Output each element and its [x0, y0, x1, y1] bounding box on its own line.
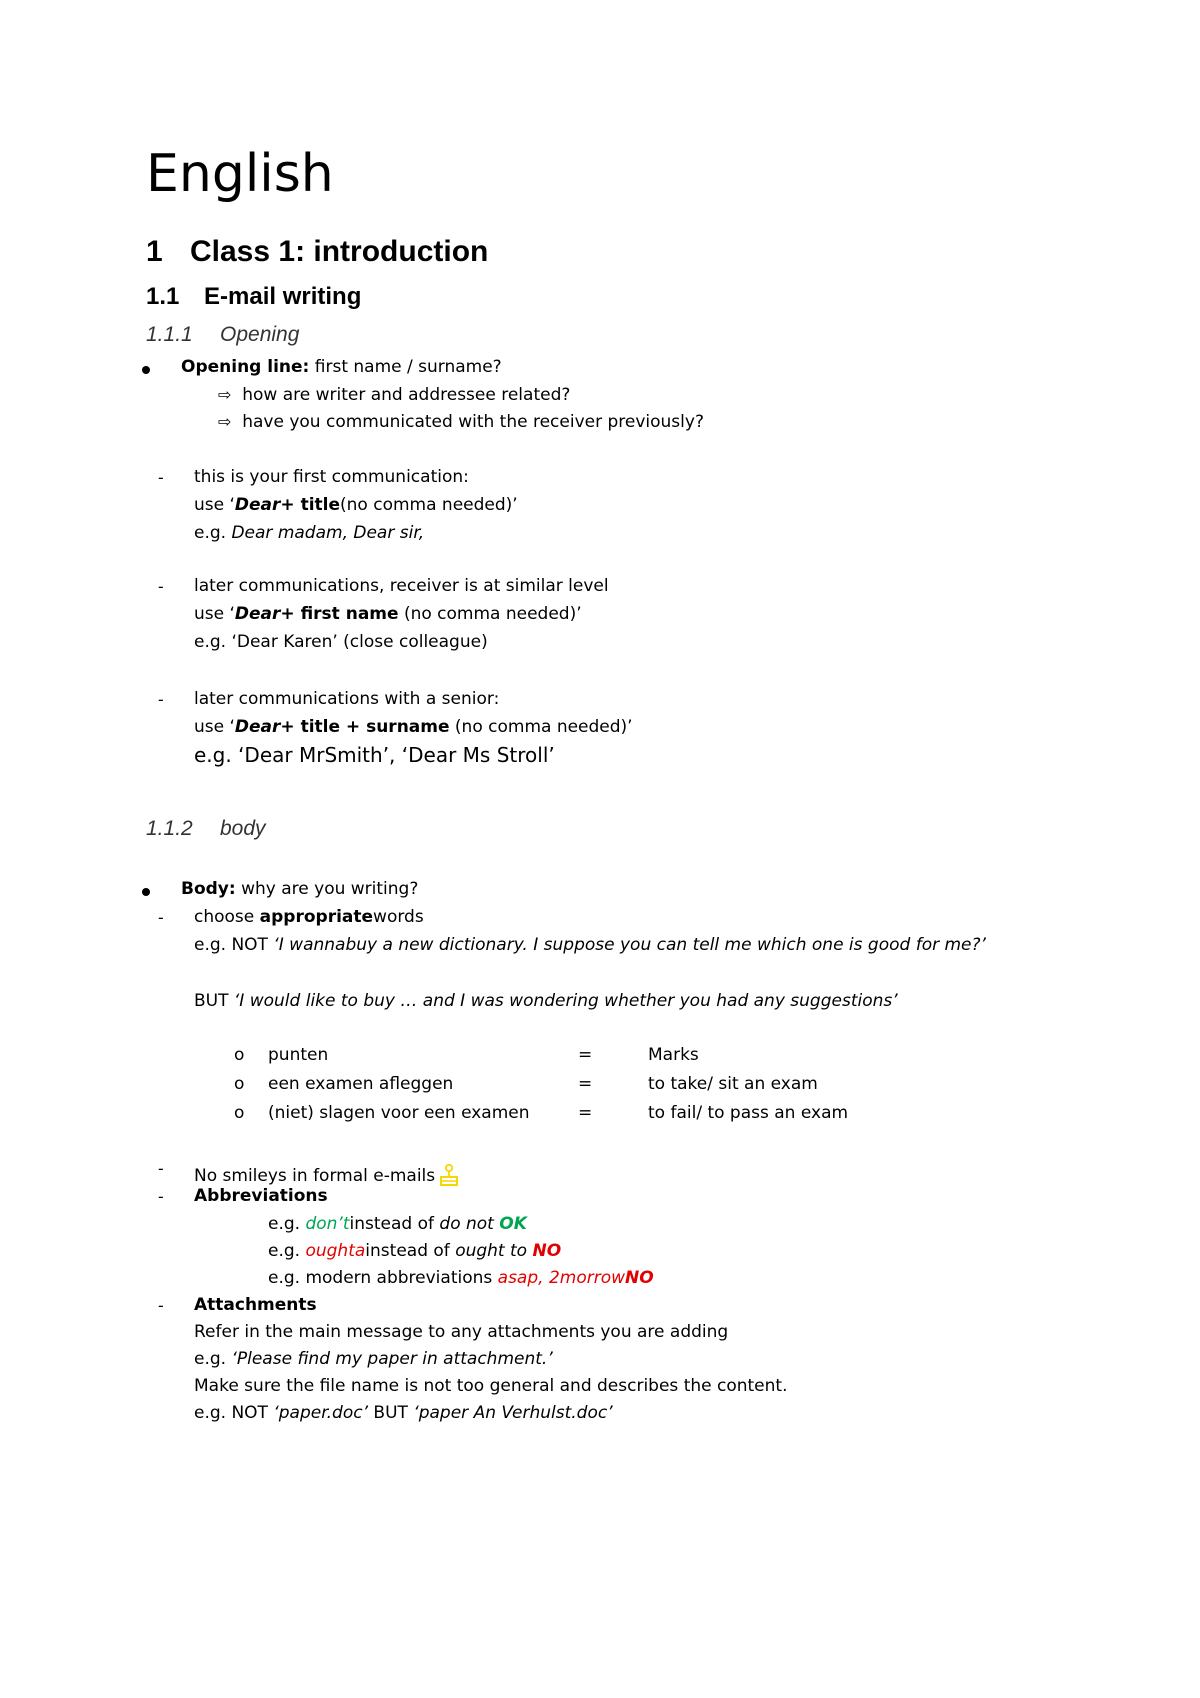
- dash-marker: -: [158, 577, 164, 596]
- vocab-dutch: punten: [268, 1045, 329, 1065]
- heading-1: [146, 234, 488, 270]
- verdict-no: NO: [625, 1268, 654, 1288]
- vocab-english: to take/ sit an exam: [648, 1074, 818, 1094]
- vocab-marker: o: [234, 1103, 245, 1123]
- attachments-line-1: Refer in the main message to any attachments you are adding: [194, 1322, 729, 1342]
- use-first-name: + first name: [280, 604, 399, 624]
- opening-line-label: Opening line:: [181, 357, 310, 377]
- arrow-icon: ⇨: [218, 412, 232, 431]
- abbr-full: ought to: [455, 1241, 533, 1261]
- first-communication-line: this is your first communication:: [194, 467, 469, 487]
- smiley-icon: [439, 1163, 459, 1187]
- eg-not-prefix: e.g. NOT: [194, 1403, 274, 1423]
- use-dear: Dear: [234, 604, 281, 624]
- verdict-ok: OK: [499, 1214, 527, 1234]
- abbr-short: don’t: [305, 1214, 350, 1234]
- attachments-line-4: [194, 1402, 613, 1424]
- vocab-equals: =: [578, 1074, 593, 1094]
- use-dear: Dear: [234, 717, 281, 737]
- heading-1-text: Class 1: introduction: [190, 235, 489, 268]
- vocab-english: Marks: [648, 1045, 699, 1065]
- attachments-line-2: [194, 1348, 553, 1370]
- choose-appropriate: appropriate: [259, 907, 374, 927]
- use-prefix: use ‘: [194, 495, 235, 515]
- bullet-icon: [142, 888, 150, 896]
- abbreviations-title: Abbreviations: [194, 1186, 328, 1206]
- arrow-item-text: how are writer and addressee related?: [242, 385, 571, 405]
- later-communication-line: later communications, receiver is at similar level: [194, 576, 609, 596]
- dash-marker: -: [158, 690, 164, 709]
- senior-communication-use: [194, 716, 633, 738]
- opening-line-item: [181, 356, 502, 378]
- heading-opening-number: 1.1.1: [146, 323, 193, 346]
- use-title: + title: [280, 495, 341, 515]
- opening-line-text: first name / surname?: [309, 357, 502, 377]
- dash-marker: -: [158, 1159, 164, 1178]
- abbr-modern: asap, 2morrow: [497, 1268, 626, 1288]
- abbreviation-example-2: [268, 1240, 561, 1262]
- choose-prefix: choose: [194, 907, 260, 927]
- use-prefix: use ‘: [194, 604, 235, 624]
- but-example: [194, 990, 898, 1012]
- eg-prefix: e.g.: [268, 1241, 306, 1261]
- heading-opening-text: Opening: [220, 323, 300, 346]
- heading-2-number: 1.1: [146, 283, 180, 310]
- body-label: Body:: [181, 879, 236, 899]
- eg-prefix: e.g. modern abbreviations: [268, 1268, 498, 1288]
- use-suffix: (no comma needed)’: [449, 717, 633, 737]
- vocab-equals: =: [578, 1045, 593, 1065]
- arrow-item-text: have you communicated with the receiver previously?: [242, 412, 704, 432]
- no-smileys-line: [194, 1157, 459, 1187]
- heading-2-text: E-mail writing: [204, 283, 362, 310]
- arrow-item: [218, 384, 570, 406]
- good-filename: ‘paper An Verhulst.doc’: [413, 1403, 613, 1423]
- instead-of: instead of: [349, 1214, 440, 1234]
- vocab-dutch: (niet) slagen voor een examen: [268, 1103, 530, 1123]
- abbreviation-example-1: [268, 1213, 527, 1235]
- attachments-title: Attachments: [194, 1295, 317, 1315]
- senior-communication-line: later communications with a senior:: [194, 689, 500, 709]
- use-suffix: (no comma needed)’: [340, 495, 518, 515]
- dash-marker: -: [158, 1187, 164, 1206]
- eg-text: Dear madam, Dear sir,: [231, 523, 425, 543]
- body-text: why are you writing?: [235, 879, 419, 899]
- abbr-full: do not: [439, 1214, 500, 1234]
- heading-body: [146, 816, 266, 842]
- abbr-short: oughta: [305, 1241, 366, 1261]
- use-dear: Dear: [234, 495, 281, 515]
- but-word: BUT: [368, 1403, 414, 1423]
- not-prefix: e.g. NOT: [194, 935, 274, 955]
- arrow-icon: ⇨: [218, 385, 232, 404]
- dash-marker: -: [158, 468, 164, 487]
- choose-suffix: words: [373, 907, 424, 927]
- use-suffix: (no comma needed)’: [398, 604, 582, 624]
- but-quote: ‘I would like to buy … and I was wondering whether you had any suggestions’: [233, 991, 898, 1011]
- dash-marker: -: [158, 908, 164, 927]
- first-communication-example: [194, 522, 424, 544]
- eg-prefix: e.g.: [268, 1214, 306, 1234]
- heading-1-number: 1: [146, 235, 163, 268]
- eg-prefix: e.g.: [194, 523, 232, 543]
- attachments-line-3: Make sure the file name is not too general and describes the content.: [194, 1376, 788, 1396]
- vocab-equals: =: [578, 1103, 593, 1123]
- body-item: [181, 878, 418, 900]
- heading-opening: [146, 322, 299, 348]
- use-prefix: use ‘: [194, 717, 235, 737]
- vocab-dutch: een examen afleggen: [268, 1074, 454, 1094]
- but-prefix: BUT: [194, 991, 234, 1011]
- heading-body-number: 1.1.2: [146, 817, 193, 840]
- arrow-item: [218, 411, 704, 433]
- heading-body-text: body: [220, 817, 266, 840]
- use-title-surname: + title + surname: [280, 717, 450, 737]
- vocab-marker: o: [234, 1045, 245, 1065]
- vocab-marker: o: [234, 1074, 245, 1094]
- not-quote: ‘I wannabuy a new dictionary. I suppose you can tell me which one is good for me?’: [273, 935, 986, 955]
- bullet-icon: [142, 366, 150, 374]
- verdict-no: NO: [532, 1241, 562, 1261]
- vocab-english: to fail/ to pass an exam: [648, 1103, 849, 1123]
- first-communication-use: [194, 494, 518, 516]
- heading-2: [146, 282, 361, 312]
- instead-of: instead of: [365, 1241, 456, 1261]
- later-communication-use: [194, 603, 582, 625]
- not-example: [194, 934, 986, 956]
- abbreviation-example-3: [268, 1267, 654, 1289]
- dash-marker: -: [158, 1296, 164, 1315]
- senior-communication-example: e.g. ‘Dear MrSmith’, ‘Dear Ms Stroll’: [194, 743, 555, 767]
- attachment-quote: ‘Please find my paper in attachment.’: [231, 1349, 553, 1369]
- no-smileys-text: No smileys in formal e-mails: [194, 1166, 436, 1186]
- bad-filename: ‘paper.doc’: [273, 1403, 368, 1423]
- choose-words-line: [194, 906, 424, 928]
- eg-prefix: e.g.: [194, 1349, 232, 1369]
- later-communication-example: e.g. ‘Dear Karen’ (close colleague): [194, 632, 488, 652]
- document-title: English: [146, 144, 334, 204]
